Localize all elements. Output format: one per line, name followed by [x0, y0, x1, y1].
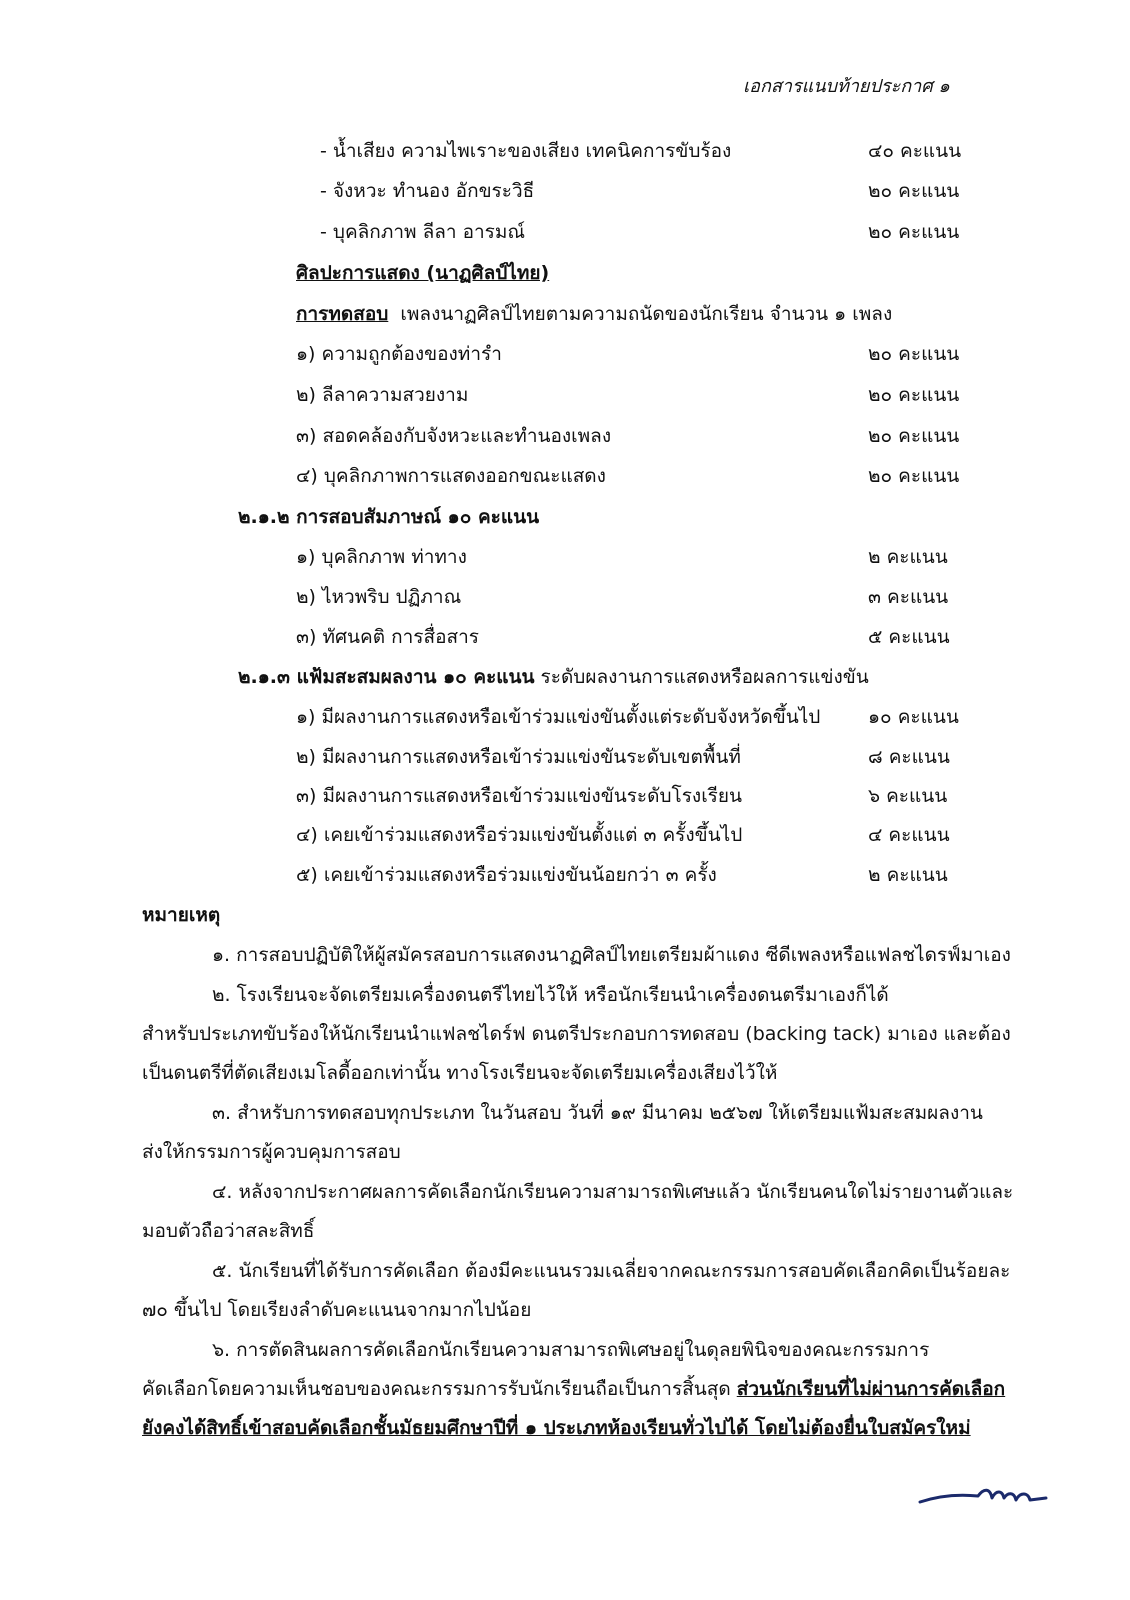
criterion-label: ๓) สอดคล้องกับจังหวะและทำนองเพลง [296, 425, 612, 447]
criterion-score: ๑๐ คะแนน [868, 706, 959, 728]
note-text: ๗๐ ขึ้นไป โดยเรียงลำดับคะแนนจากมากไปน้อย [142, 1299, 532, 1321]
criterion-label: ๔) เคยเข้าร่วมแสดงหรือร่วมแข่งขันตั้งแต่ ๓ ครั้งขึ้นไป [296, 824, 743, 846]
note-text: ๕. นักเรียนที่ได้รับการคัดเลือก ต้องมีคะแนนรวมเฉลี่ยจากคณะกรรมการสอบคัดเลือกคิดเป็นร้อยละ [212, 1260, 1011, 1282]
test-description [296, 301, 892, 327]
criterion-score: ๒๐ คะแนน [868, 384, 960, 406]
criterion-label: ๒) ไหวพริบ ปฏิภาณ [296, 586, 462, 608]
signature-icon [918, 1484, 1048, 1514]
criterion-label: ๒) มีผลงานการแสดงหรือเข้าร่วมแข่งขันระดับเขตพื้นที่ [296, 746, 741, 768]
criterion-label: ๓) มีผลงานการแสดงหรือเข้าร่วมแข่งขันระดับโรงเรียน [296, 785, 743, 807]
criterion-score: ๒ คะแนน [868, 546, 948, 568]
note-plain: คัดเลือกโดยความเห็นชอบของคณะกรรมการรับนักเรียนถือเป็นการสิ้นสุด [142, 1378, 737, 1400]
criterion-score: ๖ คะแนน [868, 785, 948, 807]
criterion-label: - น้ำเสียง ความไพเราะของเสียง เทคนิคการขับร้อง [320, 140, 732, 162]
criterion-score: ๘ คะแนน [868, 746, 950, 768]
criterion-label: ๑) มีผลงานการแสดงหรือเข้าร่วมแข่งขันตั้งแต่ระดับจังหวัดขึ้นไป [296, 706, 821, 728]
section-heading: ศิลปะการแสดง (นาฏศิลป์ไทย) [296, 262, 550, 284]
criterion-label: - จังหวะ ทำนอง อักขระวิธี [320, 180, 535, 202]
notes-heading: หมายเหตุ [142, 904, 221, 926]
criterion-score: ๓ คะแนน [868, 586, 949, 608]
criterion-score: ๒๐ คะแนน [868, 343, 960, 365]
criterion-score: ๒๐ คะแนน [868, 465, 960, 487]
note-emphasis: ยังคงได้สิทธิ์เข้าสอบคัดเลือกชั้นมัธยมศึกษาปีที่ ๑ ประเภทห้องเรียนทั่วไปได้ โดยไม่ต้องยื่นใบสมัครใหม่ [142, 1417, 971, 1439]
note-text: ๖. การตัดสินผลการคัดเลือกนักเรียนความสามารถพิเศษอยู่ในดุลยพินิจของคณะกรรมการ [212, 1339, 930, 1361]
note-text: ๓. สำหรับการทดสอบทุกประเภท ในวันสอบ วันที่ ๑๙ มีนาคม ๒๕๖๗ ให้เตรียมแฟ้มสะสมผลงาน [212, 1102, 983, 1124]
criterion-label: ๓) ทัศนคติ การสื่อสาร [296, 626, 479, 648]
criterion-label: ๒) ลีลาความสวยงาม [296, 384, 469, 406]
criterion-score: ๒๐ คะแนน [868, 221, 960, 243]
note-text: ส่งให้กรรมการผู้ควบคุมการสอบ [142, 1141, 401, 1163]
section-heading [238, 664, 869, 690]
test-text: เพลงนาฏศิลป์ไทยตามความถนัดของนักเรียน จำนวน ๑ เพลง [400, 303, 893, 325]
note-text [142, 1376, 1005, 1402]
note-emphasis: ส่วนนักเรียนที่ไม่ผ่านการคัดเลือก [736, 1378, 1006, 1400]
criterion-label: ๔) บุคลิกภาพการแสดงออกขณะแสดง [296, 465, 606, 487]
criterion-label: ๕) เคยเข้าร่วมแสดงหรือร่วมแข่งขันน้อยกว่า ๓ ครั้ง [296, 864, 717, 886]
test-label: การทดสอบ [296, 303, 389, 325]
portfolio-heading-bold: ๒.๑.๓ แฟ้มสะสมผลงาน ๑๐ คะแนน [238, 666, 535, 688]
note-text: ๒. โรงเรียนจะจัดเตรียมเครื่องดนตรีไทยไว้ให้ หรือนักเรียนนำเครื่องดนตรีมาเองก็ได้ [212, 984, 889, 1006]
note-text: สำหรับประเภทขับร้องให้นักเรียนนำแฟลชไดร์ฟ ดนตรีประกอบการทดสอบ (backing tack) มาเอง และต้อง [142, 1023, 1011, 1045]
criterion-score: ๒๐ คะแนน [868, 425, 960, 447]
criterion-score: ๔๐ คะแนน [868, 140, 962, 162]
criterion-score: ๕ คะแนน [868, 626, 950, 648]
criterion-label: ๑) ความถูกต้องของท่ารำ [296, 343, 502, 365]
criterion-score: ๒๐ คะแนน [868, 180, 960, 202]
criterion-label: - บุคลิกภาพ ลีลา อารมณ์ [320, 221, 526, 243]
note-text: ๑. การสอบปฏิบัติให้ผู้สมัครสอบการแสดงนาฏศิลป์ไทยเตรียมผ้าแดง ซีดีเพลงหรือแฟลชไดรฟ์มาเอง [212, 944, 1011, 966]
portfolio-heading-rest: ระดับผลงานการแสดงหรือผลการแข่งขัน [534, 666, 869, 688]
note-text: เป็นดนตรีที่ตัดเสียงเมโลดี้ออกเท่านั้น ทางโรงเรียนจะจัดเตรียมเครื่องเสียงไว้ให้ [142, 1062, 778, 1084]
criterion-score: ๔ คะแนน [868, 824, 950, 846]
attachment-label: เอกสารแนบท้ายประกาศ ๑ [743, 76, 950, 97]
note-text: มอบตัวถือว่าสละสิทธิ์ [142, 1220, 315, 1242]
criterion-label: ๑) บุคลิกภาพ ท่าทาง [296, 546, 467, 568]
criterion-score: ๒ คะแนน [868, 864, 948, 886]
section-heading: ๒.๑.๒ การสอบสัมภาษณ์ ๑๐ คะแนน [238, 506, 540, 528]
note-text: ๔. หลังจากประกาศผลการคัดเลือกนักเรียนความสามารถพิเศษแล้ว นักเรียนคนใดไม่รายงานตัวและ [212, 1181, 1014, 1203]
